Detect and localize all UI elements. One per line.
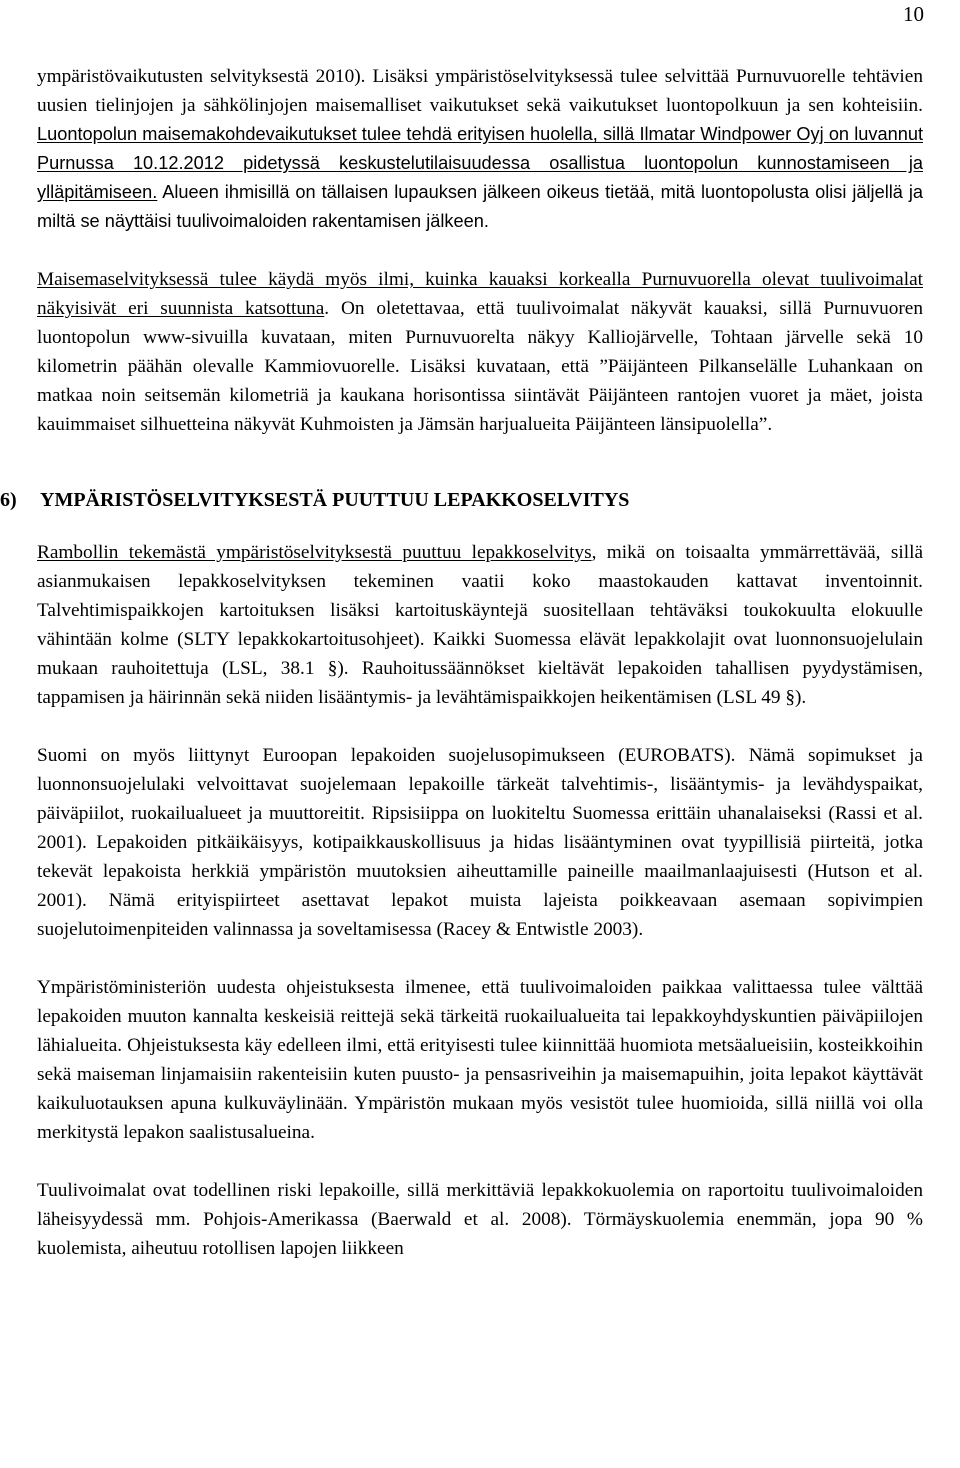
paragraph-1-text-b: Alueen ihmisillä on tällaisen lupauksen jälkeen oikeus tietää, mitä luontopolusta olisi jäljellä ja miltä se näyttäisi tuulivoimaloiden rakentamisen jälkeen. [37,182,923,231]
paragraph-6 [37,1176,923,1263]
page-number: 10 [903,2,924,26]
paragraph-6-text: Tuulivoimalat ovat todellinen riski lepakoille, sillä merkittäviä lepakkokuolemia on raportoitu tuulivoimaloiden läheisyydessä mm. Pohjois-Amerikassa (Baerwald et al. 2008). Törmäyskuolemia enemmän, jopa 90 % kuolemista, aiheutuu rotollisen lapojen liikkeen [37,1180,923,1259]
paragraph-4-text: Suomi on myös liittynyt Euroopan lepakoiden suojelusopimukseen (EUROBATS). Nämä sopimukset ja luonnonsuojelulaki velvoittavat suojelemaan lepakoille tärkeät talvehtimis-, lisääntymis- ja levähdyspaikat, päiväpiilot, ruokailualueet ja muuttoreitit. Ripsisiippa on luokiteltu Suomessa erittäin uhanalaiseksi (Rassi et al. 2001). Lepakoiden pitkäikäisyys, kotipaikkauskollisuus ja hidas lisääntyminen ovat tyypillisiä piirteitä, jotka tekevät lepakoista herkkiä ympäristön muutoksien aiheuttamille paineille maailmanlaajuisesti (Hutson et al. 2001). Nämä erityispiirteet asettavat lepakot muista lajeista poikkeavaan asemaan sopivimpien suojelutoimenpiteiden valinnassa ja soveltamisessa (Racey & Entwistle 2003). [37,745,923,940]
paragraph-3 [37,538,923,712]
paragraph-1-text-a: ympäristövaikutusten selvityksestä 2010). Lisäksi ympäristöselvityksessä tulee selvittää Purnuvuorelle tehtävien uusien tielinjojen ja sähkölinjojen maisemalliset vaikutukset sekä vaikutukset luontopolkuun ja sen kohteisiin. [37,66,923,116]
paragraph-4 [37,741,923,944]
paragraph-2 [37,265,923,439]
section-heading [0,486,923,515]
paragraph-3-text: , mikä on toisaalta ymmärrettävää, sillä asianmukaisen lepakkoselvityksen tekeminen vaatii koko maastokauden kattavat inventoinnit. Talvehtimispaikkojen kartoituksen lisäksi kartoituskäyntejä suositellaan tehtäväksi toukokuulta elokuulle vähintään kolme (SLTY lepakkokartoitusohjeet). Kaikki Suomessa elävät lepakkolajit ovat luonnonsuojelulain mukaan rauhoitettuja (LSL, 38.1 §). Rauhoitussäännökset kieltävät lepakoiden tahallisen pyydystämisen, tappamisen ja häirinnän sekä niiden lisääntymis- ja levähtämispaikkojen heikentämisen (LSL 49 §). [37,542,924,708]
document-body [0,62,924,1263]
paragraph-1 [37,62,923,236]
section-number: 6) [0,489,17,511]
paragraph-1-underlined-text: Luontopolun maisemakohdevaikutukset tulee tehdä erityisen huolella, sillä Ilmatar Windpower Oyj on luvannut Purnussa 10.12.2012 pidetyssä keskustelutilaisuudessa osallistua luontopolun kunnostamiseen ja ylläpitämiseen. [37,124,923,202]
section-title: YMPÄRISTÖSELVITYKSESTÄ PUUTTUU LEPAKKOSELVITYS [40,489,630,511]
paragraph-2-underlined-text: Maisemaselvityksessä tulee käydä myös ilmi, kuinka kauaksi korkealla Purnuvuorella olevat tuulivoimalat näkyisivät eri suunnista katsottuna [37,269,923,319]
paragraph-3-underlined-text: Rambollin tekemästä ympäristöselvityksestä puuttuu lepakkoselvitys [37,542,592,563]
paragraph-2-text: . On oletettavaa, että tuulivoimalat näkyvät kauaksi, sillä Purnuvuoren luontopolun www-sivuilla kuvataan, miten Purnuvuorelta näkyy Kalliojärvelle, Tohtaan järvelle sekä 10 kilometrin päähän olevalle Kammiovuorelle. Lisäksi kuvataan, että ”Päijänteen Pilkanselälle Luhankaan on matkaa noin seitsemän kilometriä ja kaukana horisontissa siintävät Päijänteen rantojen vuoret ja mäet, joista kauimmaiset silhuetteina näkyvät Kuhmoisten ja Jämsän harjualueita Päijänteen länsipuolella”. [37,298,923,435]
paragraph-5 [37,973,923,1147]
paragraph-5-text: Ympäristöministeriön uudesta ohjeistuksesta ilmenee, että tuulivoimaloiden paikkaa valittaessa tulee välttää lepakoiden muuton kannalta keskeisiä reittejä sekä tärkeitä ruokailualueita tai lepakkoyhdyskuntien päiväpiilojen lähialueita. Ohjeistuksesta käy edelleen ilmi, että erityisesti tulee kiinnittää huomiota metsäalueisiin, kosteikkoihin sekä maiseman linjamaisiin rakenteisiin kuten puusto- ja pensasriveihin ja maisemapuihin, joita lepakot käyttävät kaikuluotauksen apuna kulkuväylinään. Ympäristön mukaan myös vesistöt tulee huomioida, sillä niillä voi olla merkitystä lepakon saalistusalueina. [37,977,923,1143]
